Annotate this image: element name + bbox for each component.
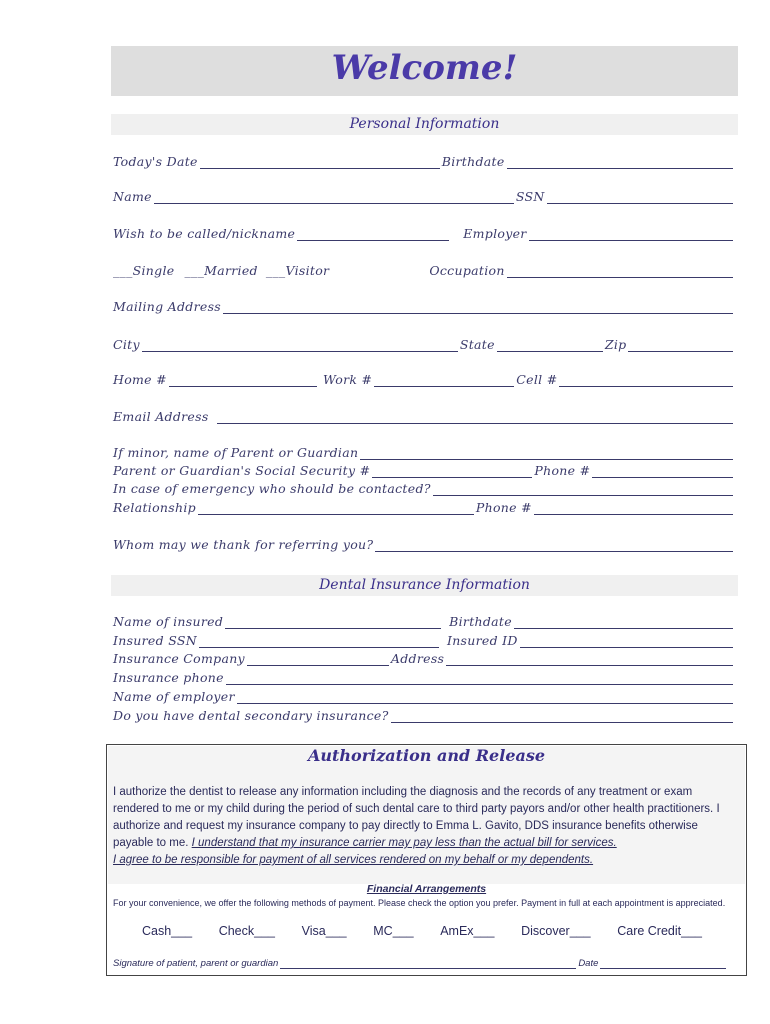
city-field[interactable] bbox=[142, 339, 458, 352]
date-label: Date bbox=[578, 958, 599, 969]
cell-phone-field[interactable] bbox=[559, 374, 733, 387]
row-phones bbox=[113, 372, 735, 387]
email-label: Email Address bbox=[113, 409, 209, 424]
payment-option-amex[interactable]: AmEx___ bbox=[440, 924, 495, 938]
emergency-field[interactable] bbox=[433, 483, 733, 496]
row-status-occupation bbox=[113, 263, 735, 278]
insured-name-label: Name of insured bbox=[113, 614, 224, 629]
authorization-text bbox=[113, 784, 737, 869]
birthdate-field[interactable] bbox=[507, 156, 733, 169]
insurance-address-label: Address bbox=[390, 651, 445, 666]
parent-ssn-label: Parent or Guardian's Social Security # bbox=[113, 463, 371, 478]
signature-row bbox=[113, 958, 728, 969]
state-label: State bbox=[459, 337, 495, 352]
payment-option-mc[interactable]: MC___ bbox=[373, 924, 414, 938]
secondary-insurance-label: Do you have dental secondary insurance? bbox=[113, 708, 389, 723]
employer-label: Employer bbox=[463, 226, 527, 241]
responsibility-statement: I agree to be responsible for payment of all services rendered on my behalf or my dependents. bbox=[113, 854, 594, 866]
insured-employer-label: Name of employer bbox=[113, 689, 235, 704]
visitor-option[interactable]: ___Visitor bbox=[265, 263, 330, 278]
home-phone-field[interactable] bbox=[169, 374, 317, 387]
payment-option-cash[interactable]: Cash___ bbox=[142, 924, 193, 938]
insurance-company-label: Insurance Company bbox=[113, 651, 245, 666]
insured-id-field[interactable] bbox=[520, 635, 733, 648]
zip-field[interactable] bbox=[628, 339, 733, 352]
financial-text: For your convenience, we offer the following methods of payment. Please check the option you prefer. Payment in full at each appointment is appreciated. bbox=[113, 898, 726, 908]
personal-section-title: Personal Information bbox=[349, 116, 500, 132]
occupation-label: Occupation bbox=[429, 263, 505, 278]
cell-phone-label: Cell # bbox=[516, 372, 558, 387]
payment-options bbox=[142, 924, 702, 938]
birthdate-label: Birthdate bbox=[441, 154, 505, 169]
row-insured-name bbox=[113, 614, 735, 629]
row-insured-employer bbox=[113, 689, 735, 704]
ssn-field[interactable] bbox=[547, 191, 733, 204]
insured-name-field[interactable] bbox=[225, 616, 441, 629]
row-secondary-insurance bbox=[113, 708, 735, 723]
insurance-phone-field[interactable] bbox=[226, 672, 733, 685]
referral-label: Whom may we thank for referring you? bbox=[113, 537, 374, 552]
insurance-phone-label: Insurance phone bbox=[113, 670, 224, 685]
ssn-label: SSN bbox=[515, 189, 545, 204]
row-city-state-zip bbox=[113, 337, 735, 352]
minor-parent-field[interactable] bbox=[360, 447, 733, 460]
row-date-birthdate bbox=[113, 154, 735, 169]
row-relationship bbox=[113, 500, 735, 515]
state-field[interactable] bbox=[497, 339, 603, 352]
home-phone-label: Home # bbox=[113, 372, 167, 387]
referral-field[interactable] bbox=[375, 539, 733, 552]
nickname-label: Wish to be called/nickname bbox=[113, 226, 296, 241]
single-option[interactable]: ___Single bbox=[113, 263, 175, 278]
row-insurance-company bbox=[113, 651, 735, 666]
row-insured-ssn bbox=[113, 633, 735, 648]
payment-option-care-credit[interactable]: Care Credit___ bbox=[617, 924, 702, 938]
zip-label: Zip bbox=[604, 337, 627, 352]
city-label: City bbox=[113, 337, 140, 352]
todays-date-field[interactable] bbox=[200, 156, 440, 169]
parent-phone-label: Phone # bbox=[534, 463, 591, 478]
emergency-label: In case of emergency who should be contacted? bbox=[113, 481, 431, 496]
insured-birthdate-field[interactable] bbox=[514, 616, 733, 629]
relationship-field[interactable] bbox=[198, 502, 474, 515]
insured-id-label: Insured ID bbox=[446, 633, 518, 648]
email-field[interactable] bbox=[217, 411, 733, 424]
payment-option-visa[interactable]: Visa___ bbox=[301, 924, 347, 938]
insurance-section-title: Dental Insurance Information bbox=[319, 577, 530, 593]
parent-ssn-field[interactable] bbox=[372, 465, 532, 478]
name-label: Name bbox=[113, 189, 152, 204]
insurance-company-field[interactable] bbox=[247, 653, 389, 666]
payment-option-discover[interactable]: Discover___ bbox=[521, 924, 591, 938]
row-referral bbox=[113, 537, 735, 552]
row-name-ssn bbox=[113, 189, 735, 204]
row-parent-ssn bbox=[113, 463, 735, 478]
row-email bbox=[113, 409, 735, 424]
minor-parent-label: If minor, name of Parent or Guardian bbox=[113, 445, 359, 460]
authorization-title: Authorization and Release bbox=[307, 746, 546, 765]
row-minor-parent bbox=[113, 445, 735, 460]
parent-phone-field[interactable] bbox=[592, 465, 733, 478]
relationship-label: Relationship bbox=[113, 500, 196, 515]
insured-birthdate-label: Birthdate bbox=[449, 614, 512, 629]
insurance-disclaimer: I understand that my insurance carrier may pay less than the actual bill for services. bbox=[191, 837, 617, 849]
insured-ssn-label: Insured SSN bbox=[113, 633, 197, 648]
work-phone-field[interactable] bbox=[374, 374, 514, 387]
row-emergency bbox=[113, 481, 735, 496]
occupation-field[interactable] bbox=[507, 265, 733, 278]
row-nickname-employer bbox=[113, 226, 735, 241]
mailing-address-label: Mailing Address bbox=[113, 299, 222, 314]
emergency-phone-field[interactable] bbox=[534, 502, 733, 515]
employer-field[interactable] bbox=[529, 228, 733, 241]
signature-label: Signature of patient, parent or guardian bbox=[113, 958, 279, 969]
insured-employer-field[interactable] bbox=[237, 691, 733, 704]
signature-date-field[interactable] bbox=[600, 958, 726, 969]
row-insurance-phone bbox=[113, 670, 735, 685]
work-phone-label: Work # bbox=[322, 372, 373, 387]
financial-title: Financial Arrangements bbox=[366, 883, 487, 895]
married-option[interactable]: ___Married bbox=[184, 263, 258, 278]
mailing-address-field[interactable] bbox=[223, 301, 733, 314]
signature-field[interactable] bbox=[280, 958, 576, 969]
insurance-address-field[interactable] bbox=[446, 653, 733, 666]
insured-ssn-field[interactable] bbox=[199, 635, 439, 648]
authorization-paragraph: I authorize the dentist to release any information including the diagnosis and the records of any treatment or exam rendered to me or my child during the period of such dental care to third party payors and/or other health practitioners. I authorize and request my insurance company to pay directly to Emma L. Gavito, DDS insurance benefits otherwise payable to me. bbox=[113, 786, 720, 849]
name-field[interactable] bbox=[154, 191, 514, 204]
emergency-phone-label: Phone # bbox=[475, 500, 532, 515]
page-title: Welcome! bbox=[331, 48, 518, 88]
payment-option-check[interactable]: Check___ bbox=[218, 924, 275, 938]
row-mailing-address bbox=[113, 299, 735, 314]
nickname-field[interactable] bbox=[297, 228, 449, 241]
todays-date-label: Today's Date bbox=[113, 154, 198, 169]
secondary-insurance-field[interactable] bbox=[391, 710, 733, 723]
